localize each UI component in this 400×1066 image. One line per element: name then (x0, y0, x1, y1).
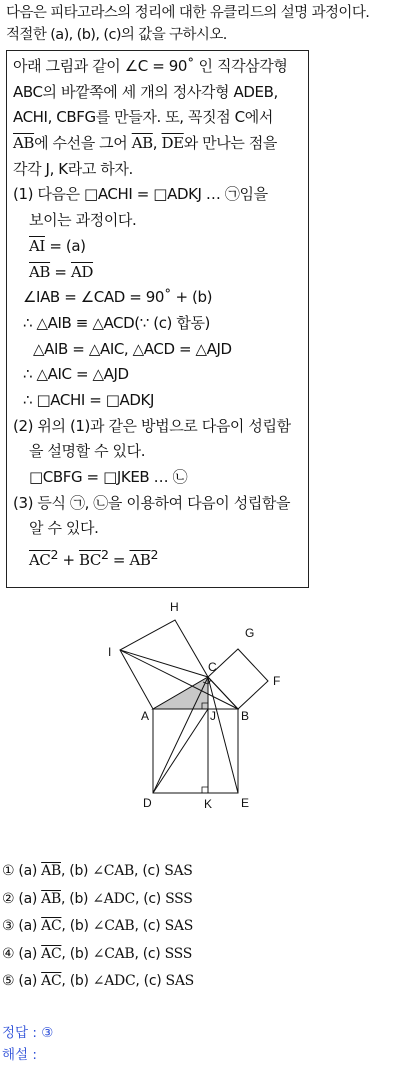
choice-a-value: $\overline{AC}$ (41, 973, 62, 989)
segment-bc: $\overline{BC}$ (78, 551, 101, 570)
choice-number: ② (2, 890, 15, 907)
label-i: I (108, 645, 112, 659)
box-line-14: ∴ □ACHI = □ADKJ (23, 390, 155, 409)
box-line-12: △AIB = △AIC, △ACD = △AJD (33, 339, 232, 358)
label-b: B (241, 709, 250, 723)
choice-b-value: ∠ADC (92, 890, 135, 907)
label-c: C (208, 660, 217, 674)
box-line-10: ∠IAB = ∠CAD = 90˚ + (b) (23, 288, 213, 307)
box-line-13: ∴ △AIC = △AJD (23, 365, 129, 384)
box-line-17: □CBFG = □JKEB … ㉡ (29, 468, 188, 486)
answer-section (2, 1022, 53, 1066)
segment-de: $\overline{DE}$ (161, 134, 184, 153)
box-text: 에 수선을 그어 (34, 134, 132, 153)
choice-c-value: SAS (164, 918, 194, 934)
box-line-11: ∴ △AIB ≡ △ACD(∵ (c) 합동) (23, 313, 210, 332)
choice-3[interactable]: ③ (a) $\overline{AC}$, (b) ∠CAB, (c) SAS (2, 918, 194, 934)
choice-c-value: SAS (164, 863, 193, 879)
choice-c-value: SAS (165, 973, 194, 989)
choice-b-value: ∠CAB (92, 918, 135, 934)
box-line-9 (13, 260, 308, 286)
choice-a-value: $\overline{AC}$ (41, 945, 62, 962)
choice-c-value: SSS (164, 945, 192, 962)
choice-a-value: $\overline{AC}$ (41, 918, 62, 934)
choice-number: ⑤ (2, 973, 15, 989)
segment-ai: $\overline{AI}$ (29, 236, 45, 255)
box-text: = (50, 262, 71, 281)
square-adeb (153, 709, 238, 793)
proof-box (6, 50, 309, 588)
box-line-8 (13, 234, 308, 260)
answer-choices (2, 858, 194, 996)
answer-line (2, 1022, 53, 1044)
segment-ab: $\overline{AB}$ (13, 134, 35, 153)
box-text: = (108, 551, 130, 570)
box-line-4 (13, 131, 308, 157)
segment-ec (208, 677, 238, 793)
question-line-1: 다음은 피타고라스의 정리에 대한 유클리드의 설명 과정이다. (6, 5, 370, 21)
label-d: D (143, 796, 152, 810)
square-cbfg (208, 649, 268, 709)
box-line-3: ACHI, CBFG를 만들자. 또, 꼭짓점 C에서 (13, 108, 273, 127)
label-e: E (241, 796, 250, 810)
label-h: H (170, 600, 179, 614)
pythagoras-figure (100, 598, 300, 813)
label-k: K (204, 797, 213, 811)
choice-number: ④ (2, 945, 15, 962)
segment-ab: $\overline{AB}$ (29, 262, 51, 281)
right-angle-mark-k (202, 787, 208, 793)
choice-a-value: $\overline{AB}$ (41, 863, 61, 879)
box-line-20 (13, 542, 308, 568)
choice-a-value: $\overline{AB}$ (41, 890, 61, 907)
choice-1[interactable]: ① (a) $\overline{AB}$, (b) ∠CAB, (c) SAS (2, 863, 193, 879)
exponent: 2 (150, 547, 159, 563)
box-line-7: 보이는 과정이다. (29, 211, 137, 230)
box-text: 와 만나는 점을 (183, 134, 277, 153)
choice-number: ① (2, 863, 15, 879)
box-line-16: 을 설명할 수 있다. (29, 442, 146, 461)
explanation-label: 해설 : (2, 1047, 37, 1063)
choice-2[interactable]: ② (a) $\overline{AB}$, (b) ∠ADC, (c) SSS (2, 890, 193, 907)
segment-ad: $\overline{AD}$ (70, 262, 94, 281)
label-a: A (141, 709, 150, 723)
box-line-19: 알 수 있다. (29, 519, 99, 538)
box-text: + (58, 551, 79, 570)
label-j: J (210, 709, 216, 723)
question-line-2: 적절한 (a), (b), (c)의 값을 구하시오. (6, 27, 227, 43)
label-f: F (273, 674, 281, 688)
segment-dj (153, 709, 208, 793)
box-line-15: (2) 위의 (1)과 같은 방법으로 다음이 성립함 (13, 416, 291, 435)
exponent: 2 (100, 547, 109, 563)
choice-5[interactable]: ⑤ (a) $\overline{AC}$, (b) ∠ADC, (c) SAS (2, 973, 194, 989)
box-line-18: (3) 등식 ㉠, ㉡을 이용하여 다음이 성립함을 (13, 493, 291, 512)
choice-b-value: ∠ADC (92, 973, 136, 989)
exponent: 2 (50, 547, 59, 563)
box-line-2: ABC의 바깥쪽에 세 개의 정사각형 ADEB, (13, 82, 278, 101)
choice-4[interactable]: ④ (a) $\overline{AC}$, (b) ∠CAB, (c) SSS (2, 945, 192, 962)
box-line-1: 아래 그림과 같이 ∠C = 90˚ 인 직각삼각형 (13, 57, 288, 75)
choice-b-value: ∠CAB (92, 945, 135, 962)
choice-b-value: ∠CAB (92, 863, 135, 879)
box-line-5: 각각 J, K라고 하자. (13, 159, 133, 178)
question-text (6, 2, 396, 46)
box-line-6: (1) 다음은 □ACHI = □ADKJ … ㉠임을 (13, 185, 268, 204)
segment-ac: $\overline{AC}$ (29, 551, 51, 570)
box-text: = (a) (44, 236, 86, 255)
label-g: G (245, 626, 255, 640)
choice-c-value: SSS (165, 890, 193, 907)
answer-value: ③ (41, 1025, 54, 1041)
box-text: , (152, 134, 162, 153)
segment-ab: $\overline{AB}$ (131, 134, 153, 153)
segment-ab: $\overline{AB}$ (129, 551, 151, 570)
answer-label: 정답 : (2, 1025, 42, 1041)
choice-number: ③ (2, 918, 15, 934)
